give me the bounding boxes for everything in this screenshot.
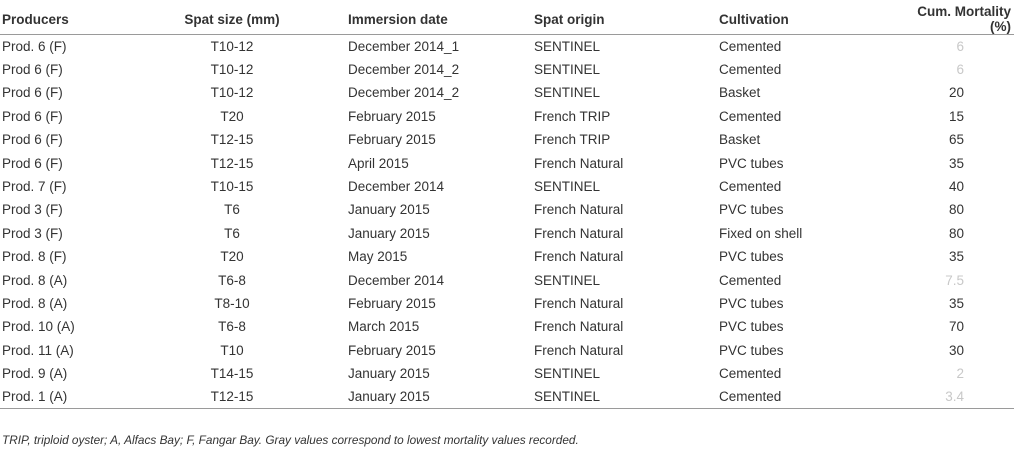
cell-cultivation: PVC tubes	[719, 249, 784, 265]
cell-immersion-date: February 2015	[348, 108, 436, 124]
cell-mortality: 80	[948, 202, 964, 218]
header-immersion-date: Immersion date	[344, 4, 530, 35]
cell-spat-origin: SENTINEL	[534, 85, 601, 101]
cell-cultivation: Basket	[719, 85, 761, 101]
cell-spat-origin: French Natural	[534, 249, 624, 265]
cell-cultivation: Cemented	[719, 272, 782, 288]
cell-immersion-date: December 2014_2	[348, 62, 460, 78]
cell-spat-origin: SENTINEL	[534, 38, 601, 54]
cell-producer: Prod. 6 (F)	[2, 38, 67, 54]
cell-immersion-date: February 2015	[348, 132, 436, 148]
cell-spat-size: T6-8	[218, 319, 246, 335]
cell-cultivation: Cemented	[719, 62, 782, 78]
cell-mortality: 35	[948, 295, 964, 311]
cell-cultivation: PVC tubes	[719, 295, 784, 311]
cell-mortality: 20	[948, 85, 964, 101]
cell-immersion-date: May 2015	[348, 249, 408, 265]
cell-mortality: 6	[956, 38, 964, 54]
cell-spat-origin: French Natural	[534, 202, 624, 218]
cell-mortality: 30	[948, 342, 964, 358]
cell-mortality: 6	[956, 62, 964, 78]
cell-cultivation: PVC tubes	[719, 155, 784, 171]
cell-cultivation: Cemented	[719, 38, 782, 54]
cell-spat-origin: French Natural	[534, 295, 624, 311]
cell-immersion-date: January 2015	[344, 385, 530, 408]
cell-producer: Prod. 11 (A)	[2, 342, 74, 358]
cell-mortality: 40	[948, 179, 964, 195]
cell-immersion-date: April 2015	[348, 155, 409, 171]
cell-producer: Prod. 8 (A)	[2, 272, 68, 288]
cell-spat-origin: French Natural	[534, 319, 624, 335]
cell-spat-origin: French TRIP	[534, 108, 611, 124]
table-row	[0, 128, 1014, 151]
table-row	[0, 35, 1014, 58]
mortality-table	[0, 4, 1014, 409]
table-row	[0, 362, 1014, 385]
cell-spat-size: T10	[220, 342, 244, 358]
cell-producer: Prod 3 (F)	[2, 225, 63, 241]
cell-producer: Prod 6 (F)	[2, 62, 63, 78]
cell-cultivation: Basket	[719, 132, 761, 148]
cell-mortality: 3.4	[895, 385, 1014, 408]
cell-producer: Prod 6 (F)	[2, 108, 63, 124]
cell-spat-size: T6	[224, 202, 240, 218]
cell-cultivation: Cemented	[719, 108, 782, 124]
table-row	[0, 268, 1014, 291]
cell-mortality: 65	[948, 132, 964, 148]
table-body	[0, 35, 1014, 409]
cell-mortality: 2	[956, 366, 964, 382]
cell-immersion-date: December 2014	[348, 272, 445, 288]
cell-mortality: 35	[948, 155, 964, 171]
cell-cultivation: Fixed on shell	[719, 225, 803, 241]
cell-spat-origin: SENTINEL	[534, 366, 601, 382]
header-spat-size: Spat size (mm)	[120, 4, 344, 35]
cell-immersion-date: March 2015	[348, 319, 420, 335]
cell-spat-origin: French TRIP	[534, 132, 611, 148]
table-row	[0, 385, 1014, 408]
table-row	[0, 245, 1014, 268]
cell-immersion-date: February 2015	[348, 342, 436, 358]
table-row	[0, 151, 1014, 174]
cell-spat-origin: French Natural	[534, 225, 624, 241]
cell-spat-size: T12-15	[210, 155, 254, 171]
cell-producer: Prod. 8 (A)	[2, 295, 68, 311]
cell-producer: Prod 6 (F)	[2, 155, 63, 171]
header-cultivation: Cultivation	[715, 4, 895, 35]
table-row	[0, 198, 1014, 221]
cell-cultivation: Cemented	[719, 179, 782, 195]
table-footnote: TRIP, triploid oyster; A, Alfacs Bay; F, Fangar Bay. Gray values correspond to lowest mortality values recorded.	[2, 433, 579, 447]
cell-spat-size: T20	[220, 108, 244, 124]
cell-mortality: 35	[948, 249, 964, 265]
cell-spat-size: T10-12	[210, 38, 254, 54]
table-row	[0, 58, 1014, 81]
header-row	[0, 4, 1014, 35]
table-row	[0, 175, 1014, 198]
cell-producer: Prod 6 (F)	[2, 132, 63, 148]
cell-spat-size: T14-15	[210, 366, 254, 382]
cell-mortality: 15	[948, 108, 964, 124]
cell-spat-size: T6-8	[218, 272, 246, 288]
cell-producer: Prod. 1 (A)	[0, 385, 120, 408]
cell-spat-origin: SENTINEL	[530, 385, 715, 408]
cell-producer: Prod. 9 (A)	[2, 366, 68, 382]
cell-spat-size: T10-15	[210, 179, 254, 195]
table-row	[0, 315, 1014, 338]
cell-cultivation: PVC tubes	[719, 319, 784, 335]
cell-cultivation: PVC tubes	[719, 202, 784, 218]
cell-spat-size: T20	[220, 249, 244, 265]
cell-spat-origin: SENTINEL	[534, 62, 601, 78]
cell-cultivation: PVC tubes	[719, 342, 784, 358]
cell-spat-size: T6	[224, 225, 240, 241]
cell-producer: Prod 3 (F)	[2, 202, 63, 218]
cell-immersion-date: December 2014_1	[348, 38, 460, 54]
header-spat-origin: Spat origin	[530, 4, 715, 35]
cell-producer: Prod 6 (F)	[2, 85, 63, 101]
table-row	[0, 292, 1014, 315]
cell-immersion-date: December 2014_2	[348, 85, 460, 101]
cell-mortality: 7.5	[945, 272, 964, 288]
table-row	[0, 339, 1014, 362]
cell-immersion-date: January 2015	[348, 225, 430, 241]
cell-mortality: 70	[948, 319, 964, 335]
cell-cultivation: Cemented	[715, 385, 895, 408]
cell-spat-origin: SENTINEL	[534, 179, 601, 195]
cell-immersion-date: December 2014	[348, 179, 445, 195]
cell-spat-size: T10-12	[210, 62, 254, 78]
cell-immersion-date: February 2015	[348, 295, 436, 311]
cell-immersion-date: January 2015	[348, 202, 430, 218]
table-row	[0, 222, 1014, 245]
cell-spat-origin: SENTINEL	[534, 272, 601, 288]
cell-spat-size: T12-15	[210, 132, 254, 148]
table-row	[0, 81, 1014, 104]
header-producers: Producers	[0, 4, 120, 35]
cell-spat-origin: French Natural	[534, 342, 624, 358]
header-cum-mortality: Cum. Mortality (%)	[895, 4, 1014, 35]
cell-spat-size: T10-12	[210, 85, 254, 101]
cell-producer: Prod. 8 (F)	[2, 249, 67, 265]
cell-producer: Prod. 10 (A)	[2, 319, 75, 335]
cell-spat-origin: French Natural	[534, 155, 624, 171]
cell-cultivation: Cemented	[719, 366, 782, 382]
table-row	[0, 105, 1014, 128]
cell-spat-size: T12-15	[120, 385, 344, 408]
cell-immersion-date: January 2015	[348, 366, 430, 382]
cell-producer: Prod. 7 (F)	[2, 179, 67, 195]
cell-spat-size: T8-10	[214, 295, 250, 311]
cell-mortality: 80	[948, 225, 964, 241]
